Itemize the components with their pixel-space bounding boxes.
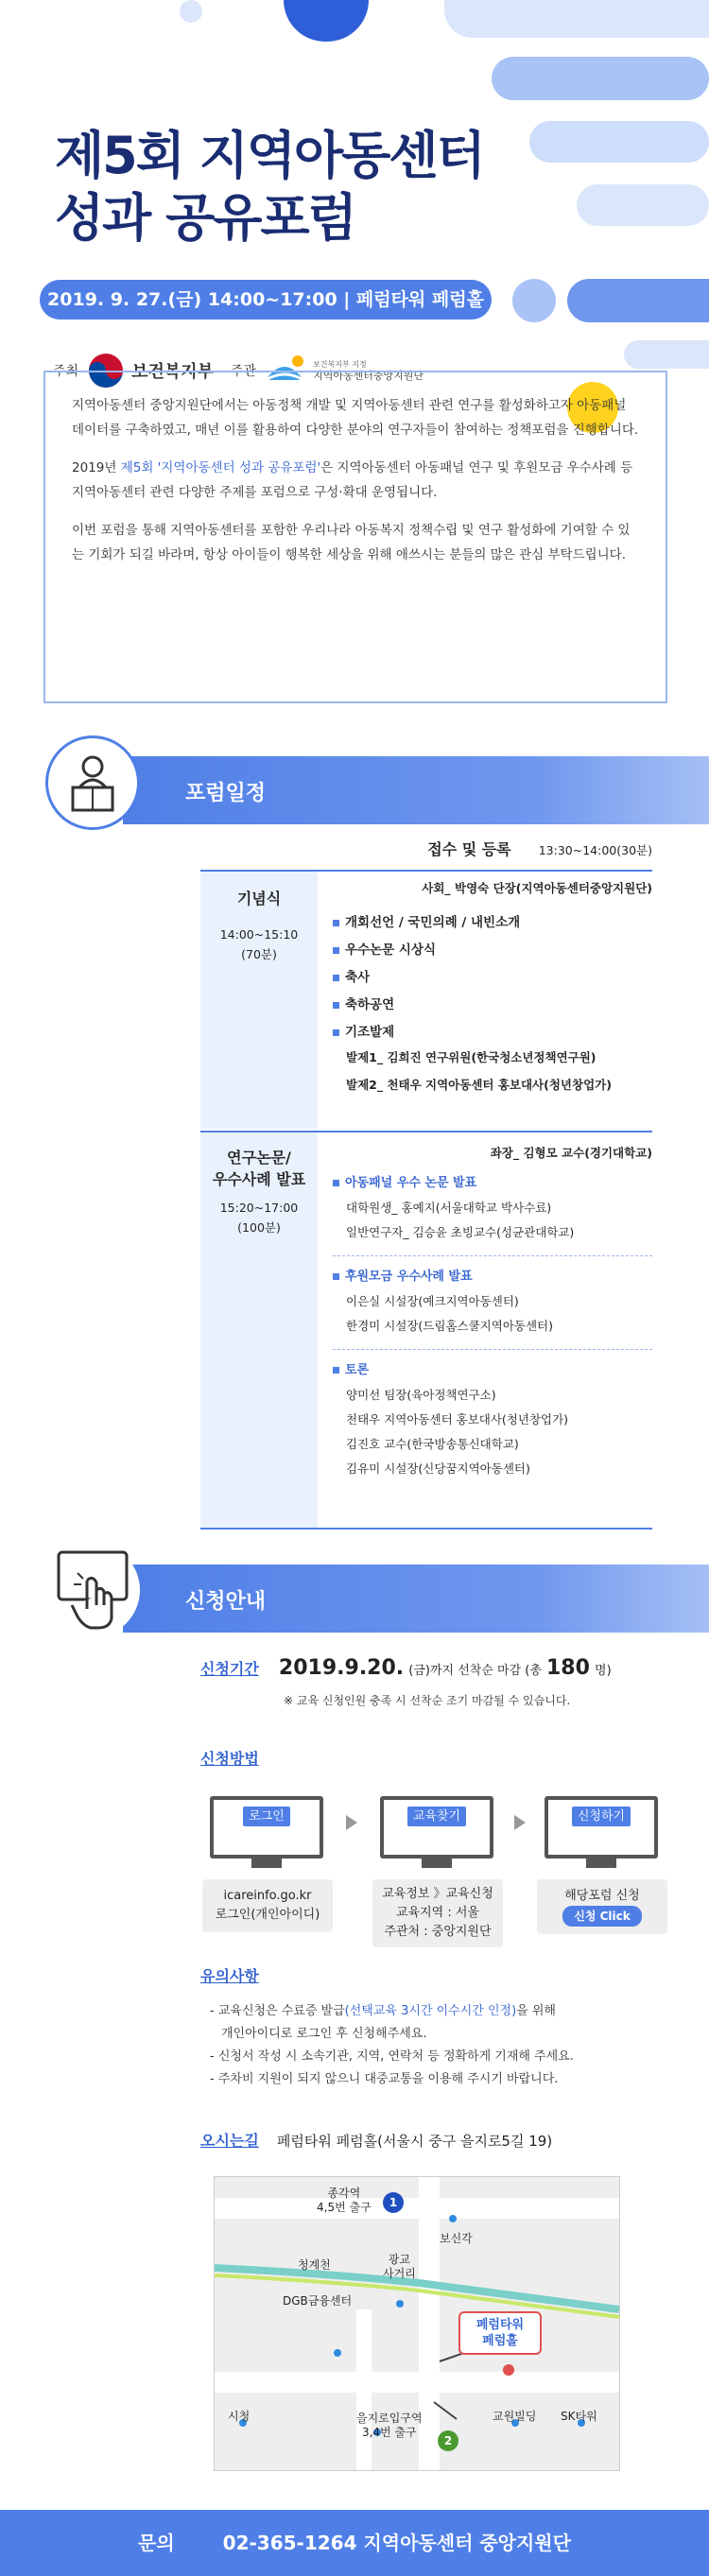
apply-click-pill[interactable]: 신청 Click	[562, 1906, 642, 1927]
step-2	[372, 1796, 503, 1947]
location-label: 오시는길	[200, 2132, 259, 2150]
exit2-label	[356, 2412, 423, 2440]
period-note: ※ 교육 신청인원 충족 시 선착순 조기 마감될 수 있습니다.	[284, 1694, 571, 1707]
part2-item: 이은실 시설장(예크지역아동센터)	[346, 1294, 519, 1308]
notes-list	[210, 2000, 683, 2091]
date-venue-bar: 2019. 9. 27.(금) 14:00~17:00 | 페럼타워 페럼홀	[40, 280, 492, 320]
opening-item: 개회선언 / 국민의례 / 내빈소개	[333, 911, 652, 939]
note-1: - 교육신청은 수료증 발급(선택교육 3시간 이수시간 인정)을 위해	[210, 2004, 556, 2018]
opening-item: 기조발제	[333, 1021, 652, 1048]
part3-item: 김유미 시설장(신당꿈지역아동센터)	[346, 1461, 530, 1476]
period-label: 신청기간	[200, 1660, 259, 1678]
keynote-2: 발제2_ 천태우 지역아동센터 홍보대사(청년창업가)	[346, 1078, 612, 1092]
registration-time: 13:30~14:00(30분)	[538, 843, 652, 857]
gwanggyo-line-1: 광교	[388, 2253, 410, 2266]
session-time: 15:20~17:00	[219, 1201, 299, 1215]
cheonggyecheon-label: 청계천	[298, 2258, 331, 2272]
title-line-2: 성과 공유포럼	[55, 188, 355, 248]
session-chair: 좌장_ 김형모 교수(경기대학교)	[490, 1146, 652, 1160]
period-date: 2019.9.20.	[278, 1656, 405, 1680]
schedule-section-title: 포럼일정	[185, 782, 267, 805]
footer-bar	[0, 2510, 709, 2576]
opening-item: 축하공연	[333, 994, 652, 1021]
note-3: - 주차비 지원이 되지 않으니 대중교통을 이용해 주시기 바랍니다.	[210, 2072, 559, 2086]
part2-item: 한경미 시설장(드림홈스쿨지역아동센터)	[346, 1319, 554, 1333]
application-section-title: 신청안내	[185, 1590, 267, 1614]
location-text: 페럼타워 페럼홀(서울시 중구 을지로5길 19)	[276, 2133, 553, 2150]
step1-monitor-icon	[210, 1796, 323, 1859]
venue-marker	[458, 2311, 542, 2355]
intro-p2-highlight: 제5회 '지역아동센터 성과 공유포럼'	[120, 460, 321, 475]
exit1-label	[317, 2187, 372, 2215]
bosingak-label: 보신각	[440, 2232, 473, 2245]
organizer-label: 주관	[231, 364, 257, 379]
organizer-small: 보건복지부 지정	[313, 360, 367, 369]
part2-title: 후원모금 우수사례 발표	[333, 1266, 652, 1292]
part1-item: 대학원생_ 홍예지(서울대학교 박사수료)	[346, 1201, 552, 1215]
arrow-right-icon	[346, 1815, 357, 1830]
venue-line-2: 페럼홀	[482, 2334, 518, 2348]
step3-desc	[537, 1879, 667, 1934]
exit1-line-1: 종각역	[327, 2187, 361, 2200]
intro-paragraph-3: 이번 포럼을 통해 지역아동센터를 포함한 우리나라 아동복지 정책수립 및 연구 활성화에 기여할 수 있는 기회가 되길 바라며, 항상 아이들이 행복한 세상을 위해 애쓰시는 분들의 많은 관심 부탁드립니다.	[72, 523, 631, 562]
podium-icon	[45, 735, 140, 830]
step2-desc	[372, 1879, 503, 1947]
period-count: 180	[545, 1656, 590, 1680]
title-line-1: 제5회 지역아동센터	[55, 126, 484, 185]
intro-p2-start: 2019년	[72, 460, 121, 475]
opening-duration: (70분)	[241, 947, 277, 961]
session-label-cell	[200, 1132, 318, 1528]
step2-line-1: 교육정보 》교육신청	[382, 1887, 493, 1901]
intro-paragraph-1: 지역아동센터 중앙지원단에서는 아동정책 개발 및 지역아동센터 관련 연구를 활성화하고자 아동패널 데이터를 구축하였고, 매년 이를 활용하여 다양한 분야의 연구자들이 참여하는 정책포럼을 진행합니다.	[72, 398, 639, 438]
registration-row	[200, 838, 652, 872]
step2-screen-button: 교육찾기	[407, 1807, 466, 1826]
intro-paragraph-2	[72, 456, 639, 505]
step-3	[537, 1796, 667, 1934]
step3-monitor-icon	[545, 1796, 658, 1859]
step1-desc	[202, 1879, 333, 1932]
opening-label: 기념식	[236, 890, 282, 908]
opening-item: 축사	[333, 966, 652, 994]
organizer-name: 지역아동센터중앙지원단	[313, 370, 424, 382]
intro-p2-end: 은 지역아동센터 아동패널 연구 및 후원모금 우수사례 등 지역아동센터 관련 다양한 주제를 포럼으로 구성·확대 운영됩니다.	[72, 460, 633, 500]
exit2-line-2: 3,4번 출구	[361, 2426, 417, 2439]
step2-line-3: 주관처 : 중앙지원단	[384, 1925, 492, 1939]
venue-pin-icon	[503, 2364, 514, 2376]
step-1	[202, 1796, 333, 1932]
host-label: 주최	[53, 364, 79, 379]
sk-tower-label: SK타워	[561, 2410, 597, 2423]
part3-item: 김진호 교수(한국방송통신대학교)	[346, 1437, 519, 1451]
period-mid: (금)까지 선착순 마감 (총	[408, 1664, 542, 1678]
part1-item: 일반연구자_ 김승윤 초빙교수(성균관대학교)	[346, 1225, 575, 1239]
arrow-right-icon	[514, 1815, 526, 1830]
exit2-line-1: 을지로입구역	[356, 2412, 423, 2425]
location-map	[214, 2176, 620, 2471]
dgb-label: DGB금융센터	[283, 2294, 353, 2308]
footer-label: 문의	[138, 2532, 175, 2554]
notes-label: 유의사항	[200, 1967, 259, 1985]
venue-line-1: 페럼타워	[476, 2318, 525, 2332]
registration-label: 접수 및 등록	[427, 840, 511, 858]
opening-item: 우수논문 시상식	[333, 939, 652, 966]
session-label-2: 우수사례 발표	[212, 1170, 306, 1188]
cityhall-label: 시청	[228, 2410, 251, 2423]
touch-hand-icon	[45, 1543, 140, 1637]
step2-monitor-icon	[380, 1796, 493, 1859]
method-label: 신청방법	[200, 1750, 259, 1768]
step1-line-2: 로그인(개인아이디)	[215, 1908, 320, 1922]
session-part-2	[333, 1266, 652, 1350]
footer-contact: 02-365-1264 지역아동센터 중앙지원단	[222, 2532, 571, 2554]
opening-label-cell	[200, 872, 318, 1129]
part3-item: 천태우 지역아동센터 홍보대사(청년창업가)	[346, 1412, 569, 1426]
host-name: 보건복지부	[131, 362, 215, 382]
part3-title: 토론	[333, 1359, 652, 1386]
session-duration: (100분)	[237, 1220, 281, 1235]
keynote-1: 발제1_ 김희진 연구위원(한국청소년정책연구원)	[346, 1050, 597, 1064]
session-content	[333, 1144, 652, 1484]
opening-mc: 사회_ 박영숙 단장(지역아동센터중앙지원단)	[422, 881, 652, 895]
exit1-line-2: 4,5번 출구	[317, 2201, 372, 2214]
step1-screen-button: 로그인	[243, 1807, 290, 1826]
exit2-marker-icon: 2	[438, 2430, 458, 2451]
step2-line-2: 교육지역 : 서울	[396, 1906, 479, 1920]
edu-building-label: 교원빌딩	[493, 2410, 537, 2423]
note-2: - 신청서 작성 시 소속기관, 지역, 연락처 등 정확하게 기재해 주세요.	[210, 2049, 574, 2064]
step1-line-1: icareinfo.go.kr	[223, 1889, 312, 1903]
intro-box	[43, 371, 667, 703]
opening-items	[333, 911, 652, 1103]
gwanggyo-label	[383, 2253, 416, 2281]
period-end: 명)	[595, 1664, 612, 1678]
location-row	[200, 2129, 552, 2151]
exit1-marker-icon: 1	[383, 2192, 404, 2213]
note-1-cont: 개인아이디로 로그인 후 신청해주세요.	[221, 2027, 427, 2041]
part1-title: 아동패널 우수 논문 발표	[333, 1172, 652, 1199]
opening-content	[333, 879, 652, 1103]
session-label-1: 연구논문/	[227, 1149, 291, 1167]
schedule-bottom-rule	[200, 1528, 652, 1530]
opening-time: 14:00~15:10	[219, 927, 299, 942]
period-row	[200, 1656, 673, 1680]
part3-item: 양미선 팀장(육아정책연구소)	[346, 1388, 496, 1402]
gwanggyo-line-2: 사거리	[383, 2267, 416, 2280]
session-part-1	[333, 1172, 652, 1256]
page-title	[55, 125, 484, 250]
session-part-3	[333, 1359, 652, 1484]
step3-screen-button: 신청하기	[572, 1807, 631, 1826]
step3-line-1: 해당포럼 신청	[564, 1889, 640, 1903]
